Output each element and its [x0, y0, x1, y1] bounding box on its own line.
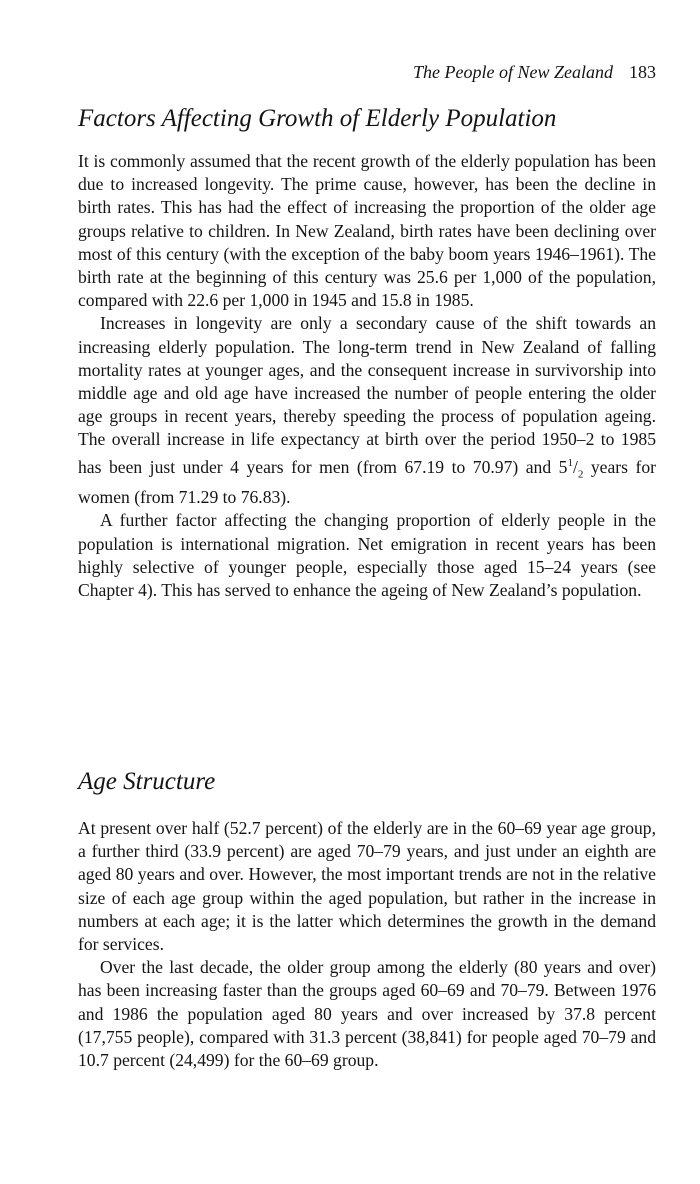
paragraph-age-trends: Over the last decade, the older group among the elderly (80 years and over) has been increasing faster than the groups aged 60–69 and 70–79. Between 1976 and 1986 the population aged 80 years and over increased by 37.8 percent (17,755 people), compared with 31.3 percent (38,841) for people aged 70–79 and 10.7 percent (24,499) for the 60–69 group. — [78, 957, 656, 1071]
paragraph-longevity — [78, 312, 656, 509]
longevity-text-before: Increases in longevity are only a secondary cause of the shift towards an increasing elderly population. The long-term trend in New Zealand of falling mortality rates at younger ages, and the consequent increase in survivorship into middle age and old age have increased the number of people entering the older age groups in recent years, thereby speeding the process of population ageing. The overall increase in life expectancy at birth over the period 1950–2 to 1985 has been just under 4 years for men (from 67.19 to 70.97) and 5 — [78, 313, 656, 477]
section-body-factors — [78, 150, 656, 602]
fraction-slash: / — [572, 456, 578, 477]
paragraph-birth-rates: It is commonly assumed that the recent growth of the elderly population has been due to increased longevity. The prime cause, however, has been the decline in birth rates. This has had the effect of increasing the proportion of the older age groups relative to children. In New Zealand, birth rates have been declining over most of this century (with the exception of the baby boom years 1946–1961). The birth rate at the beginning of this century was 25.6 per 1,000 of the population, compared with 22.6 per 1,000 in 1945 and 15.8 in 1985. — [78, 151, 656, 311]
longevity-text-after: years for women (from 71.29 to 76.83). — [78, 456, 656, 508]
page-number: 183 — [629, 62, 656, 82]
paragraph-migration: A further factor affecting the changing proportion of elderly people in the population is international migration. Net emigration in recent years has been highly selective of younger people, especially those aged 15–24 years (see Chapter 4). This has served to enhance the ageing of New Zealand’s population. — [78, 510, 656, 601]
fraction-denominator: 2 — [577, 468, 584, 481]
section-body-age-structure — [78, 817, 656, 1072]
running-head — [413, 62, 656, 83]
section-heading-factors: Factors Affecting Growth of Elderly Population — [78, 105, 557, 132]
section-heading-age-structure: Age Structure — [78, 768, 216, 795]
paragraph-age-groups: At present over half (52.7 percent) of the elderly are in the 60–69 year age group, a further third (33.9 percent) are aged 70–79 years, and just under an eighth are aged 80 years and over. However, the most important trends are not in the relative size of each age group within the aged population, but rather in the increase in numbers at each age; it is the latter which determines the growth in the demand for services. — [78, 818, 656, 955]
running-head-title: The People of New Zealand — [413, 62, 613, 82]
fraction-numerator: 1 — [567, 456, 573, 469]
